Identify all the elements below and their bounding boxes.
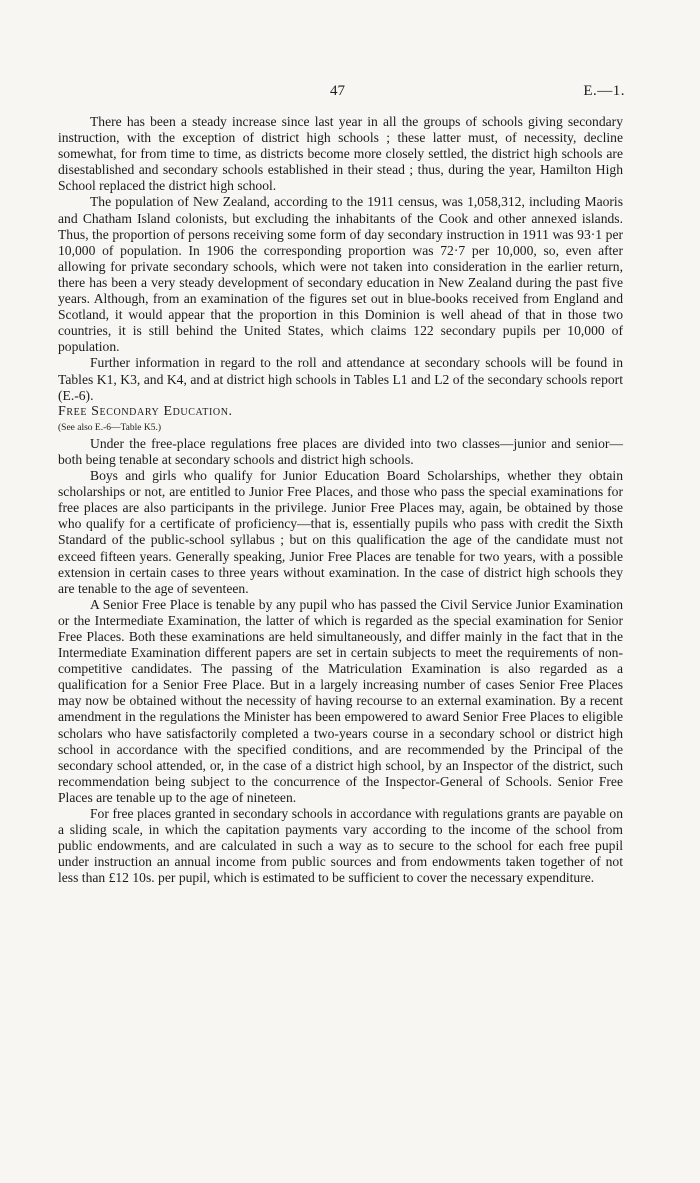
section-note: (See also E.-6—Table K5.) [58,422,162,433]
paragraph-population-census: The population of New Zealand, according to the 1911 census, was 1,058,312, including Maoris and Chatham Island colonists, but excluding the inhabitants of the Cook and other annexed islands. Thus, the proportion of persons receiving some form of day secondary instruction in 1911 was 93·1 per 10,000 of population. In 1906 the corresponding proportion was 72·7 per 10,000, so, even after allowing for private secondary schools, which were not taken into consideration in the earlier return, there has been a very steady development of secondary education in New Zealand during the past five years. Although, from an examination of the figures set out in blue-books received from England and Scotland, it would appear that the proportion in this Dominion is well ahead of that in those two countries, it is still behind the United States, which claims 122 secondary pupils per 10,000 of population. [58,194,623,355]
body-text [58,114,623,887]
paragraph-school-growth: There has been a steady increase since last year in all the groups of schools giving secondary instruction, with the exception of district high schools ; these latter must, of necessity, decline somewhat, for from time to time, as districts become more closely settled, the district high schools are disestablished and secondary schools established in their stead ; thus, during the year, Hamilton High School replaced the district high school. [58,114,623,194]
paragraph-free-place-classes: Under the free-place regulations free places are divided into two classes—junior and senior—both being tenable at secondary schools and district high schools. [58,435,623,467]
section-heading: Free Secondary Education. [58,403,233,419]
page-number: 47 [330,83,345,99]
paragraph-capitation-grants: For free places granted in secondary schools in accordance with regulations grants are payable on a sliding scale, in which the capitation payments vary according to the income of the school from public endowments, and are calculated in such a way as to secure to the school for each free pupil under instruction an annual income from public sources and from endowments taken together of not less than £12 10s. per pupil, which is estimated to be sufficient to cover the necessary expenditure. [58,806,623,886]
paragraph-further-information: Further information in regard to the roll and attendance at secondary schools will be found in Tables K1, K3, and K4, and at district high schools in Tables L1 and L2 of the secondary schools report (E.-6). [58,355,623,403]
paragraph-senior-free-places: A Senior Free Place is tenable by any pupil who has passed the Civil Service Junior Examination or the Intermediate Examination, the latter of which is regarded as the special examination for Senior Free Places. Both these examinations are held simultaneously, and differ mainly in the fact that in the Intermediate Examination different papers are set in certain subjects to meet the requirements of non-competitive candidates. The passing of the Matriculation Examination is also regarded as a qualification for a Senior Free Place. But in a largely increasing number of cases Senior Free Places may now be obtained without the necessity of having recourse to an external examination. By a recent amendment in the regulations the Minister has been empowered to award Senior Free Places to eligible scholars who have satisfactorily completed a two-years course in a secondary school or district high school in accordance with the specified conditions, and are recommended by the Principal of the secondary school attended, or, in the case of a district high school, by an Inspector of the district, such recommendation being subject to the concurrence of the Inspector-General of Schools. Senior Free Places are tenable up to the age of nineteen. [58,596,623,805]
paragraph-junior-free-places: Boys and girls who qualify for Junior Education Board Scholarships, whether they obtain scholarships or not, are entitled to Junior Free Places, and those who pass the special examinations for free places are also participants in the privilege. Junior Free Places may, again, be obtained by those who qualify for a certificate of proficiency—that is, essentially pupils who pass with credit the Sixth Standard of the public-school syllabus ; but on this qualification the age of the candidate must not exceed fifteen years. Generally speaking, Junior Free Places are tenable for two years, with a possible extension in certain cases to three years without examination. In the case of district high schools they are tenable to the age of seventeen. [58,468,623,596]
document-reference: E.—1. [583,83,625,99]
